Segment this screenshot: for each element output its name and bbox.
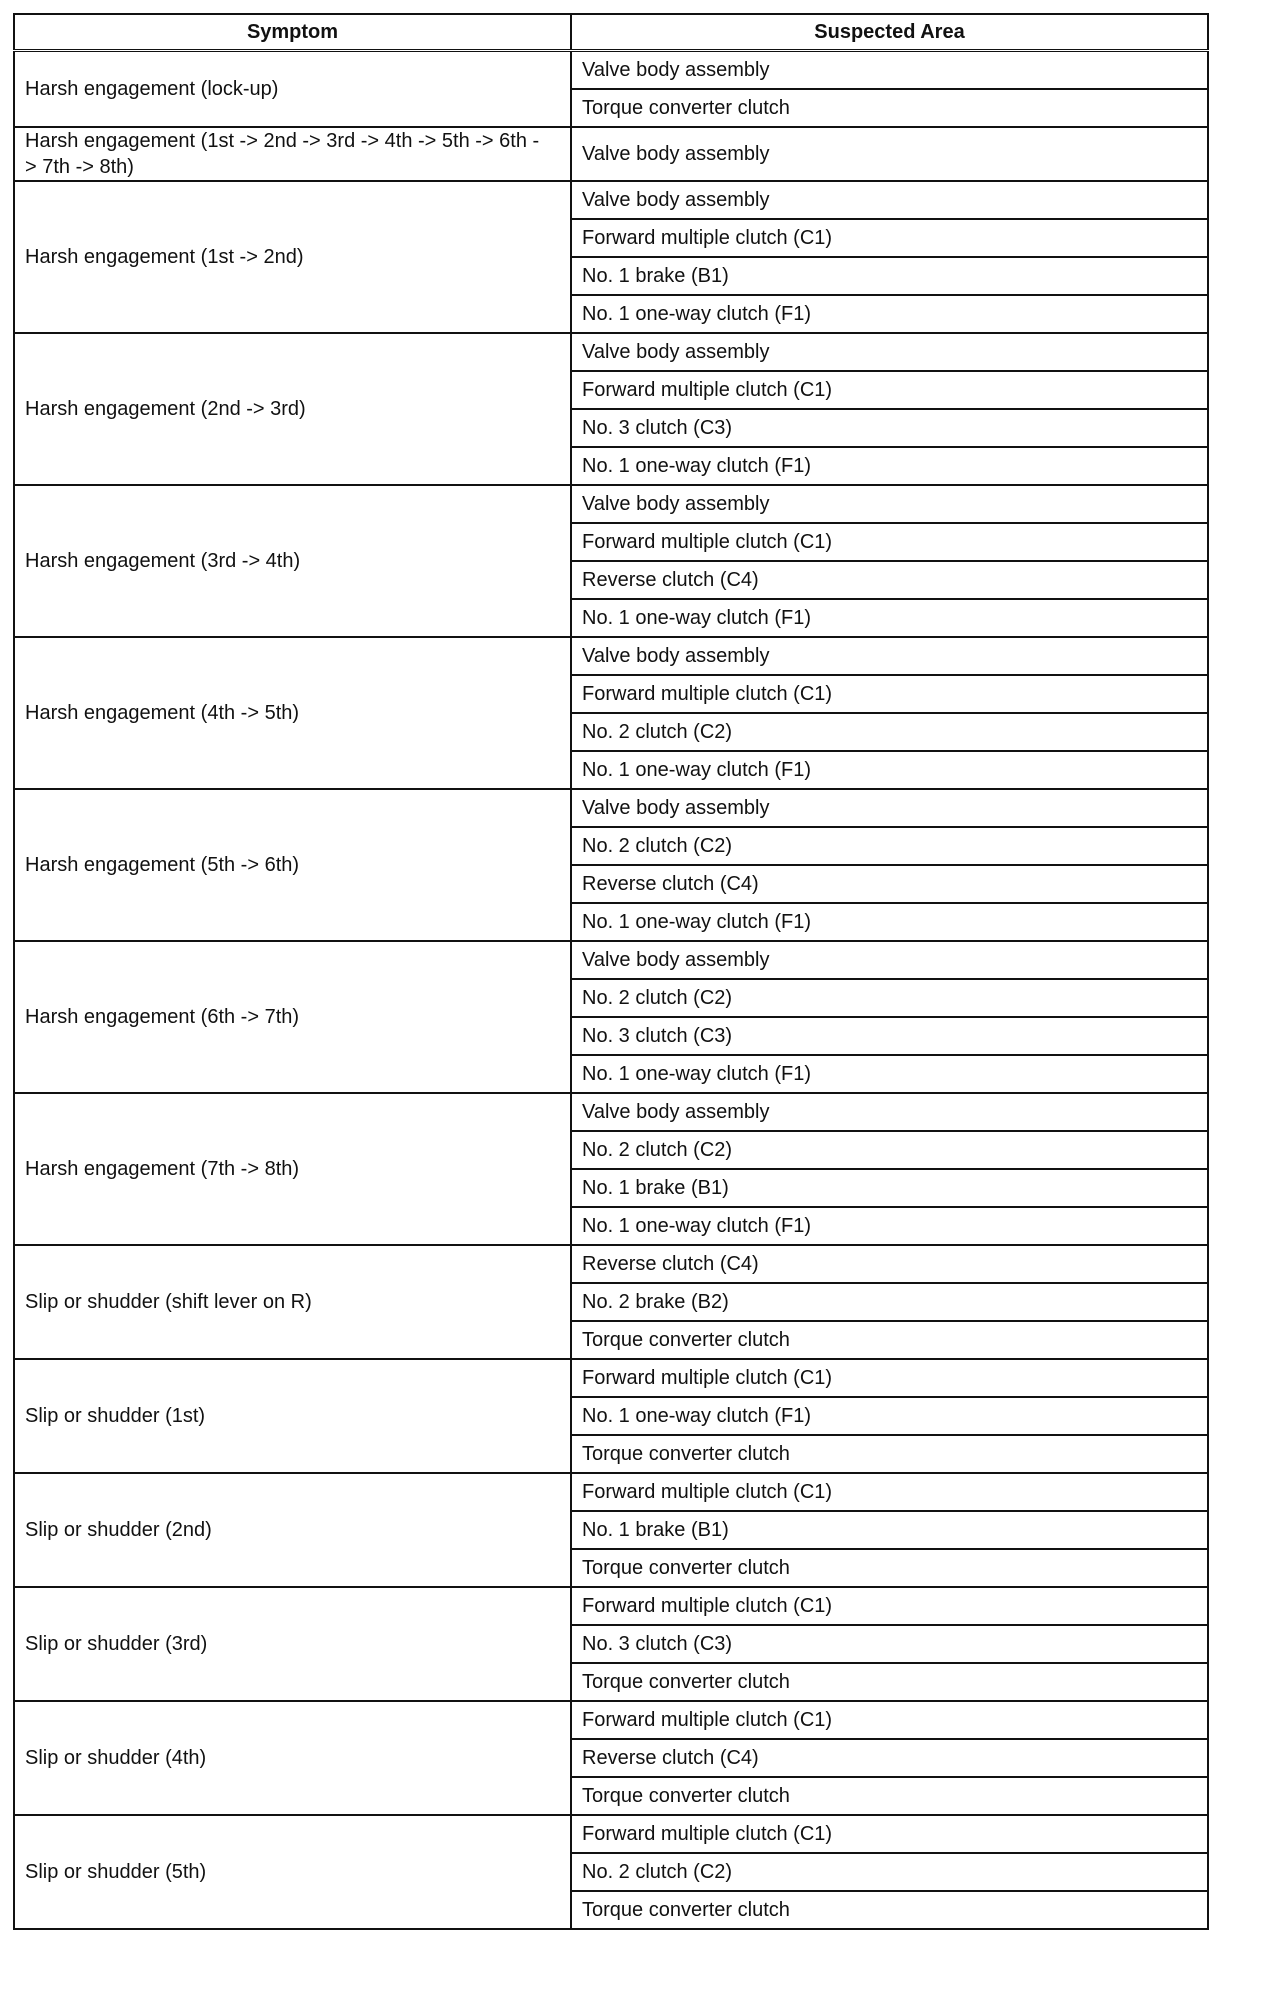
suspected-area-cell: Torque converter clutch	[571, 1321, 1208, 1359]
suspected-area-cell: No. 2 clutch (C2)	[571, 1131, 1208, 1169]
table-row	[14, 1815, 1208, 1853]
suspected-area-cell: No. 2 clutch (C2)	[571, 1853, 1208, 1891]
table-row	[14, 1473, 1208, 1511]
suspected-area-cell: Forward multiple clutch (C1)	[571, 1359, 1208, 1397]
symptom-cell: Harsh engagement (2nd -> 3rd)	[14, 333, 571, 485]
table-row	[14, 1093, 1208, 1131]
suspected-area-cell: Forward multiple clutch (C1)	[571, 1815, 1208, 1853]
suspected-area-cell: Valve body assembly	[571, 333, 1208, 371]
suspected-area-cell: Reverse clutch (C4)	[571, 865, 1208, 903]
suspected-area-cell: Torque converter clutch	[571, 1777, 1208, 1815]
suspected-area-cell: Forward multiple clutch (C1)	[571, 219, 1208, 257]
symptom-cell: Harsh engagement (3rd -> 4th)	[14, 485, 571, 637]
suspected-area-cell: No. 3 clutch (C3)	[571, 1017, 1208, 1055]
symptom-cell: Slip or shudder (5th)	[14, 1815, 571, 1929]
table-header-row	[14, 14, 1208, 51]
suspected-area-cell: No. 1 one-way clutch (F1)	[571, 903, 1208, 941]
suspected-area-cell: Forward multiple clutch (C1)	[571, 1701, 1208, 1739]
suspected-area-cell: Valve body assembly	[571, 51, 1208, 90]
symptom-cell: Harsh engagement (1st -> 2nd -> 3rd -> 4th -> 5th -> 6th -> 7th -> 8th)	[14, 127, 571, 181]
suspected-area-cell: Torque converter clutch	[571, 89, 1208, 127]
symptom-cell: Harsh engagement (1st -> 2nd)	[14, 181, 571, 333]
symptom-table	[13, 13, 1209, 1930]
suspected-area-cell: No. 1 one-way clutch (F1)	[571, 599, 1208, 637]
symptom-cell: Harsh engagement (4th -> 5th)	[14, 637, 571, 789]
table-row	[14, 1587, 1208, 1625]
suspected-area-cell: No. 1 one-way clutch (F1)	[571, 1397, 1208, 1435]
suspected-area-cell: No. 1 one-way clutch (F1)	[571, 447, 1208, 485]
suspected-area-cell: No. 1 brake (B1)	[571, 257, 1208, 295]
symptom-cell: Slip or shudder (4th)	[14, 1701, 571, 1815]
symptom-cell: Slip or shudder (1st)	[14, 1359, 571, 1473]
suspected-area-cell: Reverse clutch (C4)	[571, 1245, 1208, 1283]
suspected-area-cell: Torque converter clutch	[571, 1435, 1208, 1473]
suspected-area-cell: Forward multiple clutch (C1)	[571, 1473, 1208, 1511]
table-row	[14, 485, 1208, 523]
suspected-area-cell: Forward multiple clutch (C1)	[571, 371, 1208, 409]
suspected-area-cell: No. 1 one-way clutch (F1)	[571, 751, 1208, 789]
symptom-column-header: Symptom	[14, 14, 571, 51]
suspected-area-cell: No. 1 one-way clutch (F1)	[571, 1207, 1208, 1245]
symptom-cell: Harsh engagement (6th -> 7th)	[14, 941, 571, 1093]
suspected-area-cell: Reverse clutch (C4)	[571, 561, 1208, 599]
suspected-area-cell: Valve body assembly	[571, 1093, 1208, 1131]
table-row	[14, 789, 1208, 827]
suspected-area-cell: Valve body assembly	[571, 941, 1208, 979]
suspected-area-cell: No. 2 brake (B2)	[571, 1283, 1208, 1321]
suspected-area-cell: Valve body assembly	[571, 127, 1208, 181]
table-row	[14, 1701, 1208, 1739]
symptom-cell: Slip or shudder (3rd)	[14, 1587, 571, 1701]
table-row	[14, 1245, 1208, 1283]
symptom-cell: Slip or shudder (shift lever on R)	[14, 1245, 571, 1359]
table-row	[14, 127, 1208, 181]
table-row	[14, 333, 1208, 371]
suspected-area-cell: Reverse clutch (C4)	[571, 1739, 1208, 1777]
table-row	[14, 637, 1208, 675]
suspected-area-cell: No. 2 clutch (C2)	[571, 979, 1208, 1017]
suspected-area-cell: Valve body assembly	[571, 789, 1208, 827]
table-row	[14, 1359, 1208, 1397]
suspected-area-cell: Forward multiple clutch (C1)	[571, 675, 1208, 713]
suspected-area-cell: No. 1 one-way clutch (F1)	[571, 295, 1208, 333]
suspected-area-cell: No. 1 brake (B1)	[571, 1169, 1208, 1207]
suspected-area-cell: No. 2 clutch (C2)	[571, 827, 1208, 865]
table-row	[14, 181, 1208, 219]
suspected-area-cell: No. 3 clutch (C3)	[571, 1625, 1208, 1663]
symptom-cell: Harsh engagement (5th -> 6th)	[14, 789, 571, 941]
suspected-area-cell: No. 3 clutch (C3)	[571, 409, 1208, 447]
suspected-area-cell: Valve body assembly	[571, 485, 1208, 523]
symptom-cell: Slip or shudder (2nd)	[14, 1473, 571, 1587]
suspected-area-cell: Forward multiple clutch (C1)	[571, 1587, 1208, 1625]
symptom-cell: Harsh engagement (lock-up)	[14, 51, 571, 128]
table-row	[14, 51, 1208, 90]
suspected-area-cell: No. 1 brake (B1)	[571, 1511, 1208, 1549]
suspected-area-cell: Valve body assembly	[571, 637, 1208, 675]
suspected-area-cell: Torque converter clutch	[571, 1891, 1208, 1929]
suspected-area-column-header: Suspected Area	[571, 14, 1208, 51]
table-row	[14, 941, 1208, 979]
suspected-area-cell: No. 1 one-way clutch (F1)	[571, 1055, 1208, 1093]
symptom-cell: Harsh engagement (7th -> 8th)	[14, 1093, 571, 1245]
suspected-area-cell: Valve body assembly	[571, 181, 1208, 219]
suspected-area-cell: Torque converter clutch	[571, 1549, 1208, 1587]
suspected-area-cell: Forward multiple clutch (C1)	[571, 523, 1208, 561]
suspected-area-cell: Torque converter clutch	[571, 1663, 1208, 1701]
table-body	[14, 51, 1208, 1930]
suspected-area-cell: No. 2 clutch (C2)	[571, 713, 1208, 751]
